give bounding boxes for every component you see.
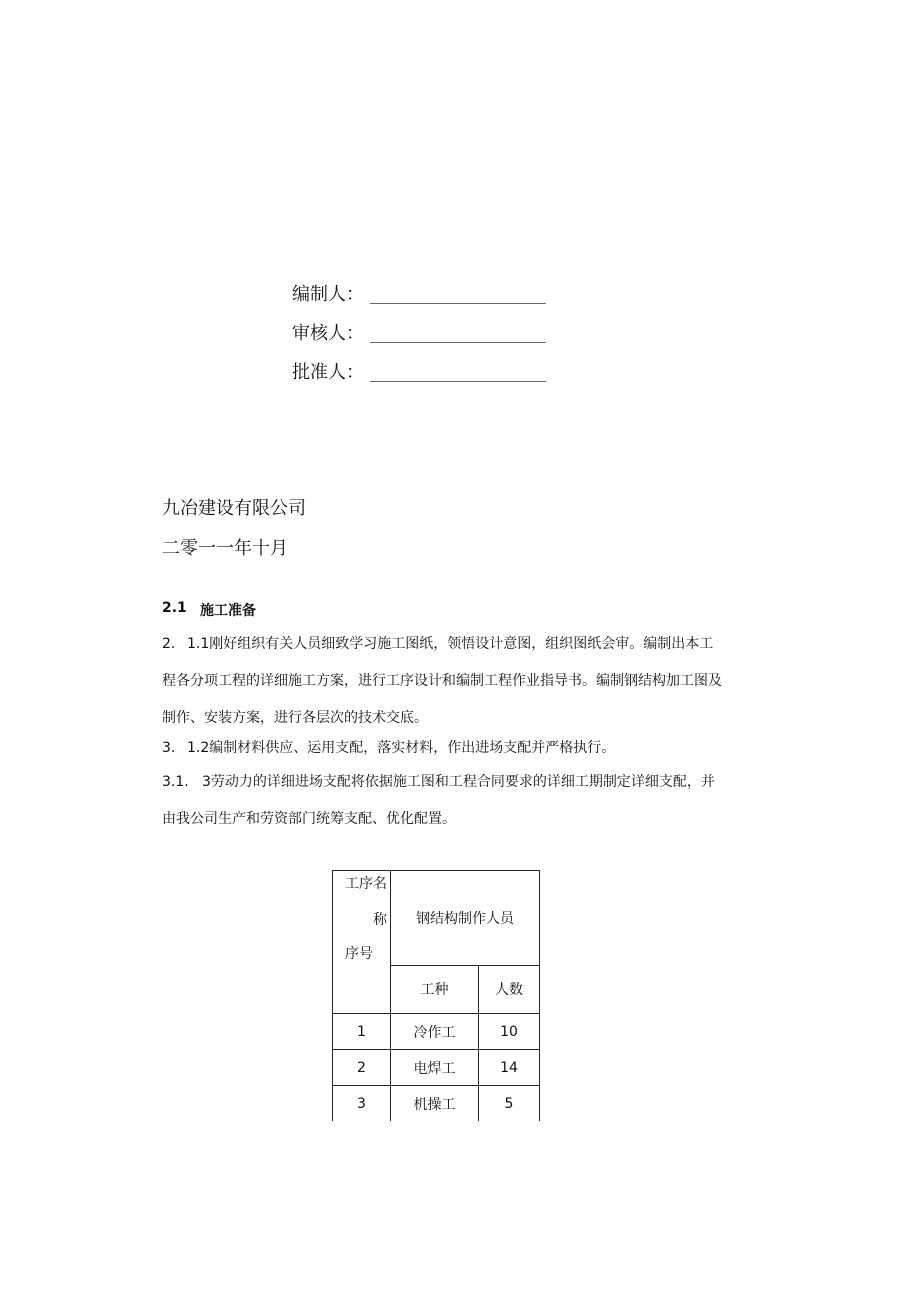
signature-line <box>370 365 546 382</box>
section-title: 施工准备 <box>200 603 256 619</box>
section-number: 2.1 <box>162 600 187 616</box>
cell-type: 机操工 <box>391 1086 479 1122</box>
signature-line <box>370 326 546 343</box>
cell-seq: 1 <box>333 1014 391 1050</box>
cell-type: 冷作工 <box>391 1014 479 1050</box>
corner-header-cell <box>333 871 391 1014</box>
signature-label: 编制人： <box>292 284 364 305</box>
signature-label: 审核人： <box>292 323 364 344</box>
table-row <box>333 1050 540 1086</box>
paragraph <box>162 764 722 838</box>
corner-label-process-cont: 称 <box>373 912 387 928</box>
paragraph <box>162 626 722 737</box>
corner-label-seq: 序号 <box>345 946 373 962</box>
signature-row-reviewer <box>292 317 546 347</box>
cell-type: 电焊工 <box>391 1050 479 1086</box>
signature-line <box>370 287 546 304</box>
table-row <box>333 1014 540 1050</box>
signature-row-approver <box>292 356 546 386</box>
cell-seq: 2 <box>333 1050 391 1086</box>
corner-label-process: 工序名 <box>345 876 387 892</box>
cell-count: 14 <box>479 1050 540 1086</box>
staff-table <box>332 870 540 1121</box>
paragraph-number: 3.1. <box>162 774 189 790</box>
company-name: 九冶建设有限公司 <box>162 498 306 519</box>
paragraph-number: 3. <box>162 740 176 756</box>
signature-label: 批准人： <box>292 362 364 383</box>
paragraph <box>162 730 722 767</box>
paragraph-number: 2. <box>162 636 176 652</box>
paragraph-text: 3劳动力的详细进场支配将依据施工图和工程合同要求的详细工期制定详细支配，并由我公司生产和劳资部门统筹支配、优化配置。 <box>162 774 715 827</box>
cell-count: 10 <box>479 1014 540 1050</box>
column-header-count: 人数 <box>479 965 540 1013</box>
cell-seq: 3 <box>333 1086 391 1122</box>
group-header-cell: 钢结构制作人员 <box>391 871 540 966</box>
column-header-type: 工种 <box>391 965 479 1013</box>
table-row <box>333 1086 540 1122</box>
signature-row-compiler <box>292 278 546 308</box>
document-date: 二零一一年十月 <box>162 538 288 559</box>
section-heading <box>162 600 256 620</box>
cell-count: 5 <box>479 1086 540 1122</box>
paragraph-text: 1.2编制材料供应、运用支配，落实材料，作出进场支配并严格执行。 <box>187 740 616 756</box>
paragraph-text: 1.1刚好组织有关人员细致学习施工图纸，领悟设计意图，组织图纸会审。编制出本工程各分项工程的详细施工方案，进行工序设计和编制工程作业指导书。编制钢结构加工图及制作、安装方案，进行各层次的技术交底。 <box>162 636 722 726</box>
